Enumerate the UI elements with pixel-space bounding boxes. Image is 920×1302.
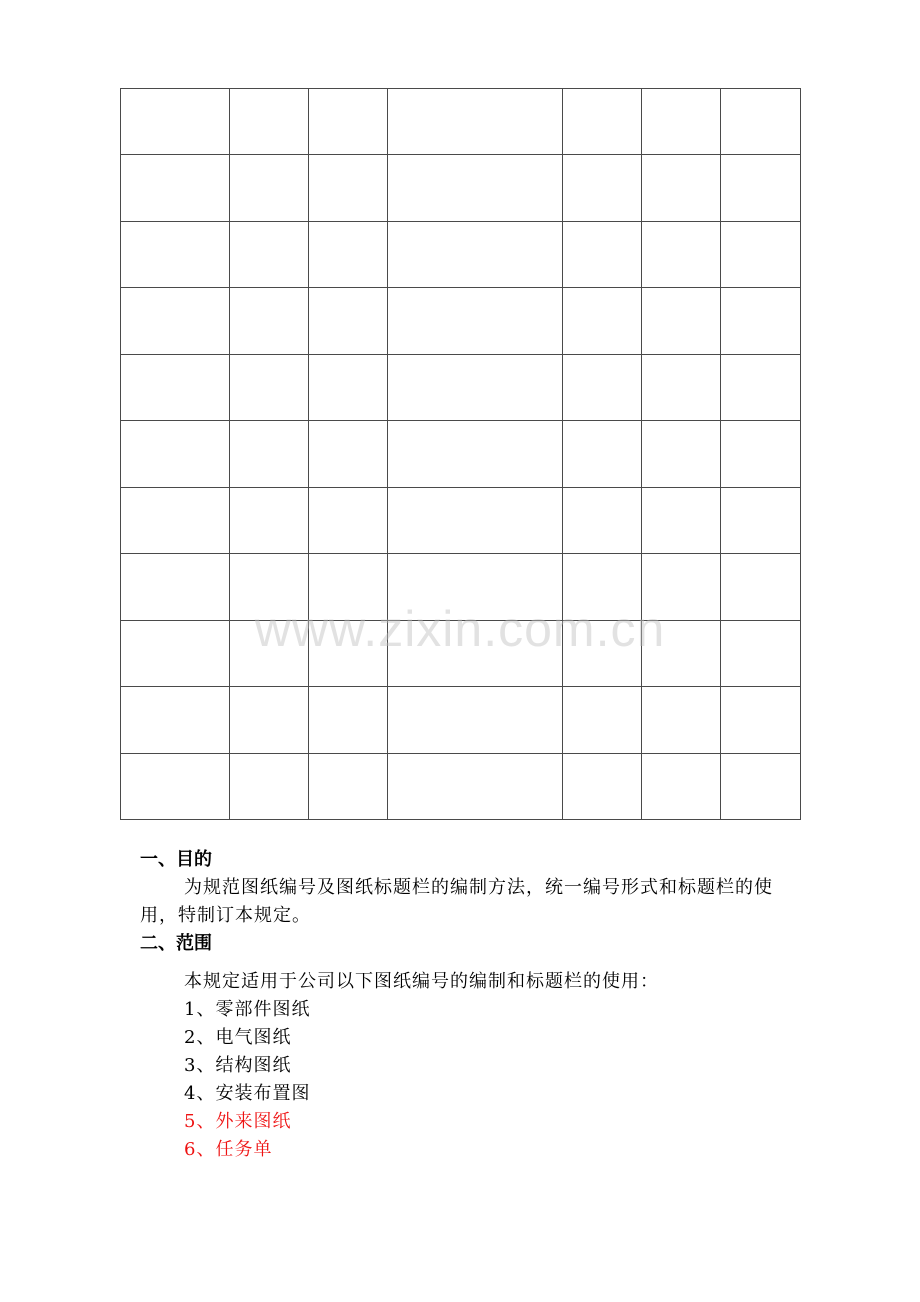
table-cell [121,753,230,819]
table-cell [563,753,642,819]
empty-grid-table [120,88,801,820]
table-cell [121,221,230,287]
table-cell [642,354,721,420]
table-cell [388,89,563,155]
table-row [121,354,801,420]
table-cell [721,288,801,354]
table-row [121,155,801,221]
table-cell [642,620,721,686]
table-cell [388,554,563,620]
watermark: www.zixin.com.cn [254,601,666,657]
table-cell [563,89,642,155]
table-cell [230,687,309,753]
table-row [121,620,801,686]
document-body [140,846,790,1164]
table-cell [388,354,563,420]
table-cell [309,221,388,287]
table-cell [388,487,563,553]
table-cell [721,687,801,753]
table-cell [388,753,563,819]
table-cell [388,288,563,354]
table-cell [309,421,388,487]
table-row [121,221,801,287]
table-cell [642,753,721,819]
table-cell [642,487,721,553]
table-cell [309,354,388,420]
section-heading-scope: 二、范围 [140,933,212,954]
table-cell [230,753,309,819]
table-cell [721,89,801,155]
table-cell [563,620,642,686]
table-row [121,89,801,155]
table-cell [388,687,563,753]
table-cell [230,487,309,553]
table-cell [230,421,309,487]
table-cell [121,487,230,553]
table-cell [642,155,721,221]
grid-body [121,89,801,820]
list-item: 1、零部件图纸 [184,999,311,1020]
table-cell [230,89,309,155]
table-cell [563,554,642,620]
table-cell [721,487,801,553]
table-cell [388,620,563,686]
table-cell [230,354,309,420]
list-item: 4、安装布置图 [184,1083,311,1104]
table-cell [309,89,388,155]
table-row [121,687,801,753]
table-cell [121,620,230,686]
table-cell [121,354,230,420]
table-cell [563,354,642,420]
scope-intro: 本规定适用于公司以下图纸编号的编制和标题栏的使用： [184,971,659,992]
list-item: 5、外来图纸 [184,1111,292,1132]
table-row [121,421,801,487]
table-cell [721,753,801,819]
table-cell [309,554,388,620]
table-cell [121,288,230,354]
table-cell [721,354,801,420]
table-cell [642,288,721,354]
table-cell [642,221,721,287]
table-cell [721,421,801,487]
table-row [121,288,801,354]
table-cell [121,421,230,487]
table-row [121,753,801,819]
table-cell [230,554,309,620]
purpose-paragraph: 为规范图纸编号及图纸标题栏的编制方法，统一编号形式和标题栏的使用，特制订本规定。 [140,877,773,926]
table-cell [309,487,388,553]
table-cell [230,288,309,354]
table-cell [721,221,801,287]
list-item: 3、结构图纸 [184,1055,292,1076]
table-cell [388,221,563,287]
table-row [121,487,801,553]
table-cell [309,155,388,221]
table-cell [309,753,388,819]
table-cell [642,421,721,487]
table-cell [563,421,642,487]
list-item: 6、任务单 [184,1139,273,1160]
table-cell [642,89,721,155]
table-cell [230,155,309,221]
table-cell [121,554,230,620]
table-row [121,554,801,620]
table-cell [121,687,230,753]
table-cell [563,155,642,221]
scope-list [140,996,790,1164]
table-cell [230,221,309,287]
section-heading-purpose: 一、目的 [140,849,212,870]
table-cell [642,687,721,753]
list-item: 2、电气图纸 [184,1027,292,1048]
table-cell [721,554,801,620]
table-cell [563,487,642,553]
table-cell [563,687,642,753]
table-cell [309,620,388,686]
table-cell [721,155,801,221]
table-cell [121,89,230,155]
table-cell [309,687,388,753]
table-cell [388,155,563,221]
table-cell [121,155,230,221]
table-cell [721,620,801,686]
table-cell [563,288,642,354]
table-cell [230,620,309,686]
table-cell [642,554,721,620]
table-cell [309,288,388,354]
table-cell [388,421,563,487]
table-cell [563,221,642,287]
